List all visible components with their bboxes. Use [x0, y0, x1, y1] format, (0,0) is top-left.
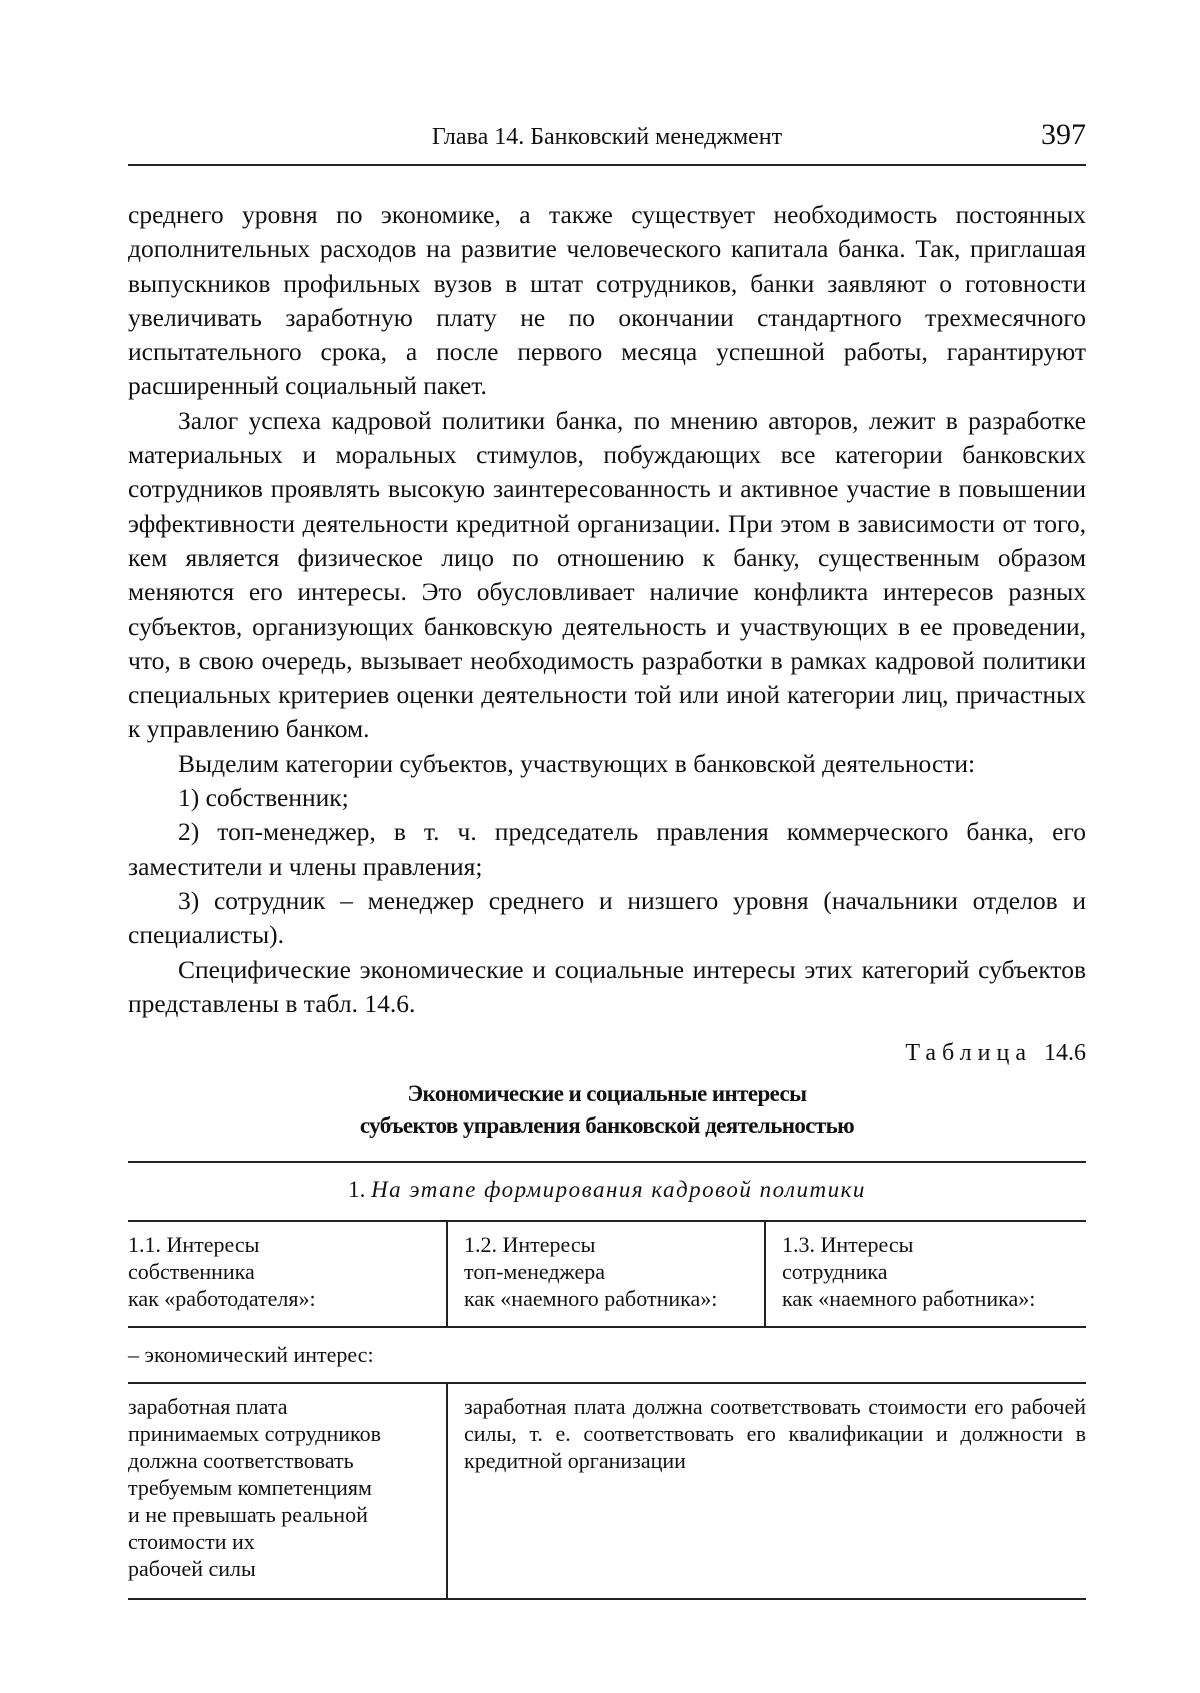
table-label — [905, 1040, 1086, 1067]
cell-line: и не превышать реальной — [128, 1502, 368, 1527]
table-stage-row — [128, 1177, 1086, 1203]
paragraph: Залог успеха кадровой политики банка, по мнению авторов, лежит в разработке материальных и моральных стимулов, побуждающих все категории банковских сотрудников проявлять высокую заинтересованность и активное участие в повышении эффективности деятельности кредитной организации. При этом в зависимости от того, кем является физическое лицо по отношению к банку, существенным образом меняются его интересы. Это обусловливает наличие конфликта интересов разных субъектов, организующих банковскую деятельность и участвующих в ее проведении, что, в свою очередь, вызывает необходимость разработки в рамках кадровой политики специальных критериев оценки деятельности той или иной категории лиц, причастных к управлению банком. — [128, 405, 1086, 744]
table-caption-line: Экономические и социальные интересы — [407, 1081, 807, 1106]
paragraph: среднего уровня по экономике, а также существует необходимость постоянных дополнительных расходов на развитие человеческого капитала банка. Так, приглашая выпускников профильных вузов в штат сотрудников, банки заявляют о готовности увеличивать заработную плату не по окончании стандартного трехмесячного испытательного срока, а после первого месяца успешной работы, гарантируют расширенный социальный пакет. — [128, 200, 1086, 401]
header-line: 1.3. Интересы — [782, 1232, 914, 1257]
table-header-top-manager — [464, 1231, 760, 1312]
header-line: 1.1. Интересы — [128, 1232, 260, 1257]
header-line: как «работодателя»: — [128, 1286, 316, 1311]
list-item: 3) сотрудник – менеджер среднего и низшего уровня (начальники отделов и специалисты). — [128, 885, 1086, 950]
stage-number: 1. — [348, 1177, 366, 1202]
stage-title: На этапе формирования кадровой политики — [371, 1177, 866, 1202]
paragraph: Специфические экономические и социальные интересы этих категорий субъектов представлены в табл. 14.6. — [128, 954, 1086, 1018]
table-column-divider — [446, 1220, 448, 1326]
table-cell-employee-interest: заработная плата должна соответствовать стоимости его рабочей силы, т. е. соответствовать его квалификации и должности в кредитной организации — [464, 1394, 1086, 1473]
chapter-title: Глава 14. Банковский менеджмент — [431, 124, 783, 150]
list-item: 1) собственник; — [178, 783, 349, 813]
cell-line: заработная плата — [128, 1394, 288, 1419]
header-line: как «наемного работника»: — [782, 1286, 1036, 1311]
header-line: топ-менеджера — [464, 1259, 605, 1284]
table-label-word: Таблица — [905, 1040, 1032, 1066]
paragraph: Выделим категории субъектов, участвующих в банковской деятельности: — [178, 748, 976, 778]
table-column-divider — [764, 1220, 766, 1326]
table-caption — [128, 1078, 1086, 1142]
cell-line: стоимости их — [128, 1529, 255, 1554]
table-rule — [128, 1326, 1086, 1328]
header-line: сотрудника — [782, 1259, 888, 1284]
table-caption-line: субъектов управления банковской деятельностью — [359, 1113, 855, 1138]
table-header-employee — [782, 1231, 1086, 1312]
body-text — [128, 198, 1086, 1021]
table-cell-owner-interest — [128, 1393, 440, 1582]
header-line: собственника — [128, 1259, 255, 1284]
page-number: 397 — [1041, 118, 1086, 151]
table-rule — [128, 1161, 1086, 1163]
table-rule — [128, 1598, 1086, 1600]
table-rule — [128, 1382, 1086, 1384]
cell-line: требуемым компетенциям — [128, 1475, 372, 1500]
list-item: 2) топ-менеджер, в т. ч. председатель правления коммерческого банка, его заместители и члены правления; — [128, 817, 1086, 881]
cell-line: рабочей силы — [128, 1556, 256, 1581]
table-section-row: – экономический интерес: — [128, 1342, 374, 1367]
header-line: как «наемного работника»: — [464, 1286, 718, 1311]
header-line: 1.2. Интересы — [464, 1232, 596, 1257]
table-header-owner — [128, 1231, 440, 1312]
table-rule — [128, 1220, 1086, 1222]
table-label-number: 14.6 — [1044, 1040, 1086, 1066]
table-column-divider — [446, 1382, 448, 1598]
running-header — [128, 118, 1086, 166]
cell-line: принимаемых сотрудников — [128, 1421, 381, 1446]
cell-line: должна соответствовать — [128, 1448, 354, 1473]
